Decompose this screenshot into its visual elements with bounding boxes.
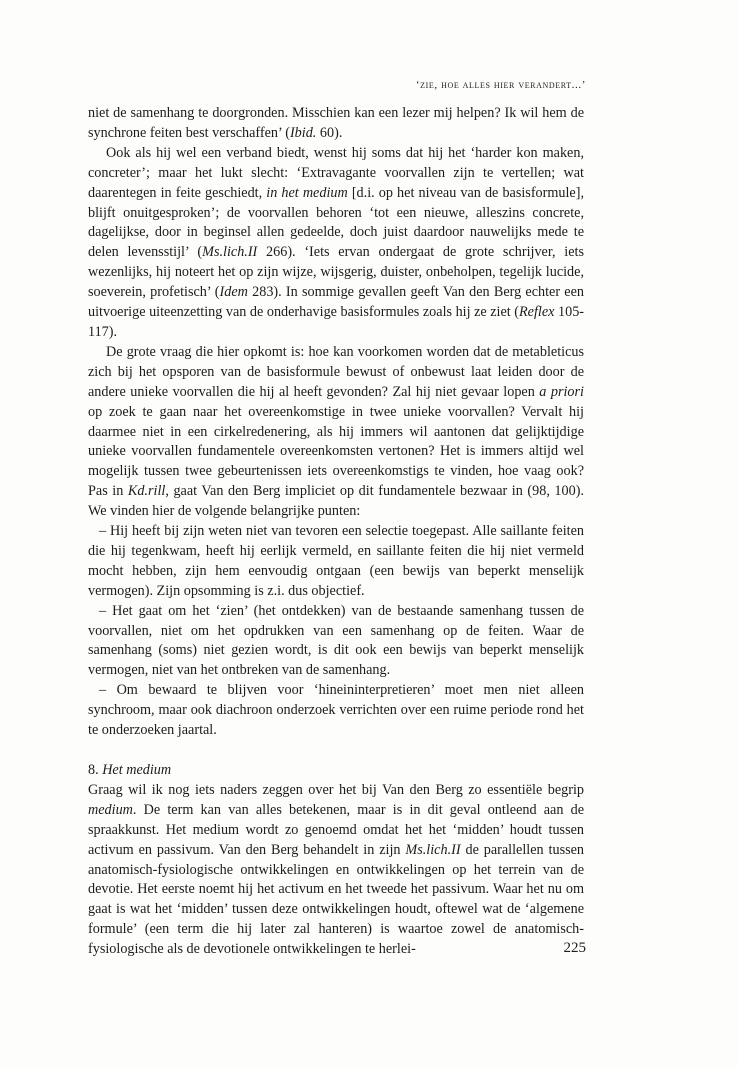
text-run: . De term kan van alles betekenen, maar is in dit geval ontleend aan de spraakkunst. Het medium wordt zo genoemd omdat het het ‘midden’ houdt tussen activum en passivum. Van den Berg behandelt in zijn (88, 801, 584, 858)
text-run: De grote vraag die hier opkomt is: hoe kan voorkomen worden dat de metableticus zich bij het opsporen van de basisformule bewust of onbewust laat leiden door de andere unieke voorvallen die hij al heeft gevonden? Zal hij niet gevaar lopen (88, 343, 584, 400)
text-run: 60). (316, 124, 343, 141)
italic-text: Reflex (519, 304, 555, 321)
text-run: op zoek te gaan naar het overeenkomstige in twee unieke voorvallen? Vervalt hij daarmee niet in een cirkelredenering, als hij immers wil aantonen dat gelijktijdige unieke voorvallen fundamentele overeenkomsten vertonen? Het is immers altijd wel mogelijk tussen twee gebeurtenissen iets overeenkomstigs te vinden, hoe vaag ook? Pas in (88, 403, 584, 500)
paragraph (88, 781, 584, 960)
paragraph (88, 343, 584, 522)
text-run: 8. (88, 762, 103, 778)
text-run: Graag wil ik nog iets naders zeggen over het bij Van den Berg zo essentiële begrip (88, 781, 584, 798)
page-number: 225 (563, 940, 586, 956)
list-item (88, 602, 584, 682)
italic-text: medium (88, 801, 133, 818)
text-run: 266). ‘Iets ervan ondergaat de grote schrijver, iets wezenlijks, hij noteert het op zijn wijze, wijsgerig, duister, onbeholpen, tegelijk lucide, soeverein, profetisch’ ( (88, 244, 584, 301)
paragraph (88, 144, 584, 343)
italic-text: a priori (539, 383, 584, 400)
text-run: 283). In sommige gevallen geeft Van den Berg echter een uitvoerige uiteenzetting van de onderhavige basisformules zoals hij ze ziet ( (88, 284, 584, 321)
text-run: Ook als hij wel een verband biedt, wenst hij soms dat hij het ‘harder kon maken, concreter’; maar het lukt slecht: ‘Extravagante voorvallen zijn te vertellen; wat daarentegen in feite geschiedt, (88, 144, 584, 201)
text-run: 105-117). (88, 304, 585, 340)
list-item (88, 522, 584, 602)
text-run: , gaat Van den Berg impliciet op dit fundamentele bezwaar in (98, 100). We vinden hier de volgende belangrijke punten: (88, 483, 584, 520)
text-run: – Hij heeft bij zijn weten niet van tevoren een selectie toegepast. Alle saillante feiten die hij tegenkwam, heeft hij eerlijk vermeld, en saillante feiten die hij niet vermeld mocht hebben, zijn hem eenvoudig ontgaan (een bewijs van beperkt menselijk vermogen). Zijn opsomming is z.i. dus objectief. (88, 523, 584, 599)
italic-text: Ms.lich.II (202, 244, 258, 261)
text-run: – Om bewaard te blijven voor ‘hineininterpretieren’ moet men niet alleen synchroom, maar ook diachroon onderzoek verrichten over een ruime periode rond het te onderzoeken jaartal. (88, 682, 584, 739)
text-run: niet de samenhang te doorgronden. Misschien kan een lezer mij helpen? Ik wil hem de synchrone feiten best verschaffen’ ( (88, 105, 584, 141)
text-run: de parallellen tussen anatomisch-fysiologische ontwikkelingen en ontwikkelingen op het terrein van de devotie. Het eerste noemt hij het activum en het tweede het passivum. Waar het nu om gaat is wat het ‘midden’ tussen deze ontwikkelingen houdt, oftewel wat de ‘algemene formule’ (een term die hij later zal hanteren) is waartoe zowel de anatomisch-fysiologische als de devotionele ontwikkelingen te herlei- (88, 841, 585, 958)
italic-text: Idem (219, 284, 248, 301)
list-item (88, 681, 584, 741)
italic-text: Ibid. (289, 124, 317, 141)
text-run: – Het gaat om het ‘zien’ (het ontdekken) van de bestaande samenhang tussen de voorvallen, niet om het opdrukken van een samenhang op de feiten. Waar de samenhang (soms) niet gezien wordt, is dit ook een bewijs van beperkt menselijk vermogen, niet van het ontbreken van de samenhang. (88, 602, 584, 679)
paragraph (88, 104, 584, 144)
italic-text: Kd.rill (127, 483, 166, 500)
running-head: ‘zie, hoe alles hier verandert...’ (415, 79, 586, 91)
italic-text: in het medium (266, 184, 348, 201)
italic-text: Het medium (102, 762, 172, 778)
body-text (88, 104, 584, 960)
italic-text: Ms.lich.II (405, 841, 461, 858)
text-run: [d.i. op het niveau van de basisformule], blijft onuitgesproken’; de voorvallen behoren ‘tot een nieuwe, alleszins concrete, dagelijkse, door in beginsel allen gedeelde, doch juist daardoor nauwelijks mede te delen levensstijl’ ( (88, 184, 584, 261)
section-heading (88, 761, 584, 781)
